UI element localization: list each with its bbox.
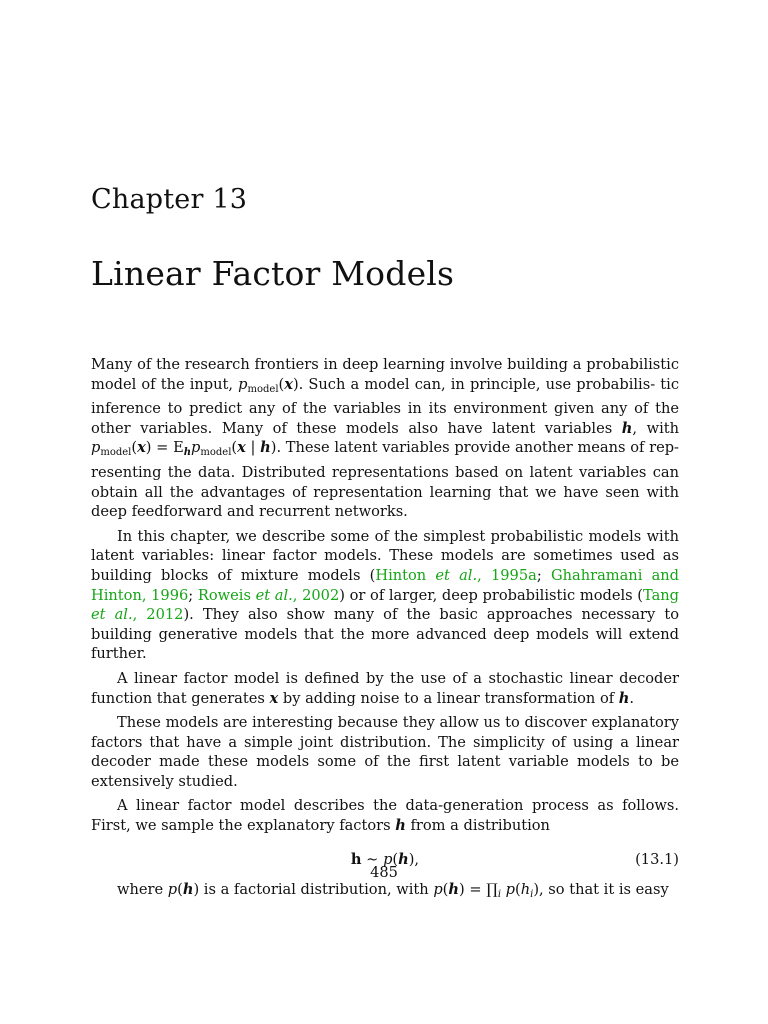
equation-body: h ∼ p(h), [350,850,420,868]
equation-number: (13.1) [635,850,679,868]
citation-link[interactable]: Roweis et al., 2002 [197,586,340,604]
citation-link[interactable]: Hinton et al., 1995a [375,566,537,584]
paragraph-6: where p(h) is a factorial distribution, with $p(h) = \prod_i$ $p(h_i)$, so that it is easy [117,880,669,900]
chapter-label: Chapter 13 [91,184,248,215]
paragraph-3: A linear factor model is defined by the use of a stochastic linear decoder function that generates x by adding noise to a linear transformation of h. [91,669,679,707]
paragraph-4: These models are interesting because they allow us to discover explanatory factors that have a simple joint distribution. The simplicity of using a linear decoder made these models some of the first latent variable models to be extensively studied. [91,714,679,790]
paragraph-1: Many of the research frontiers in deep learning involve building a probabilistic model of the input, $p_{model}(x)$. Such a model can, in principle, use probabilis- tic inference to predict any of the variables in its environment given any of the other variables. Many of these models also have latent variables h, with $p_{model}(x) = E_hp_{model}(x$ | h). These latent variables provide another means of rep- resenting the data. Distributed representations based on latent variables can obtain all the advantages of representation learning that we have seen with deep feedforward and recurrent networks. [91,356,679,521]
page-number: 485 [370,864,398,881]
paragraph-2: In this chapter, we describe some of the simplest probabilistic models with latent variables: linear factor models. These models are sometimes used as building blocks of mixture models (Hinton et al., 1995a; Ghahramani and Hinton, 1996; Roweis et al., 2002) or of larger, deep probabilistic models (Tang et al., 2012). They also show many of the basic approaches necessary to building generative models that the more advanced deep models will extend further. [91,527,680,663]
citation-link[interactable]: Tang et al., 2012 [91,586,680,624]
chapter-title: Linear Factor Models [91,254,455,293]
citation-link[interactable]: Ghahramani and Hinton, 1996 [91,566,680,604]
paragraph-5: A linear factor model describes the data-generation process as follows. First, we sample the explanatory factors h from a distribution [91,797,679,835]
body-text [91,355,679,909]
